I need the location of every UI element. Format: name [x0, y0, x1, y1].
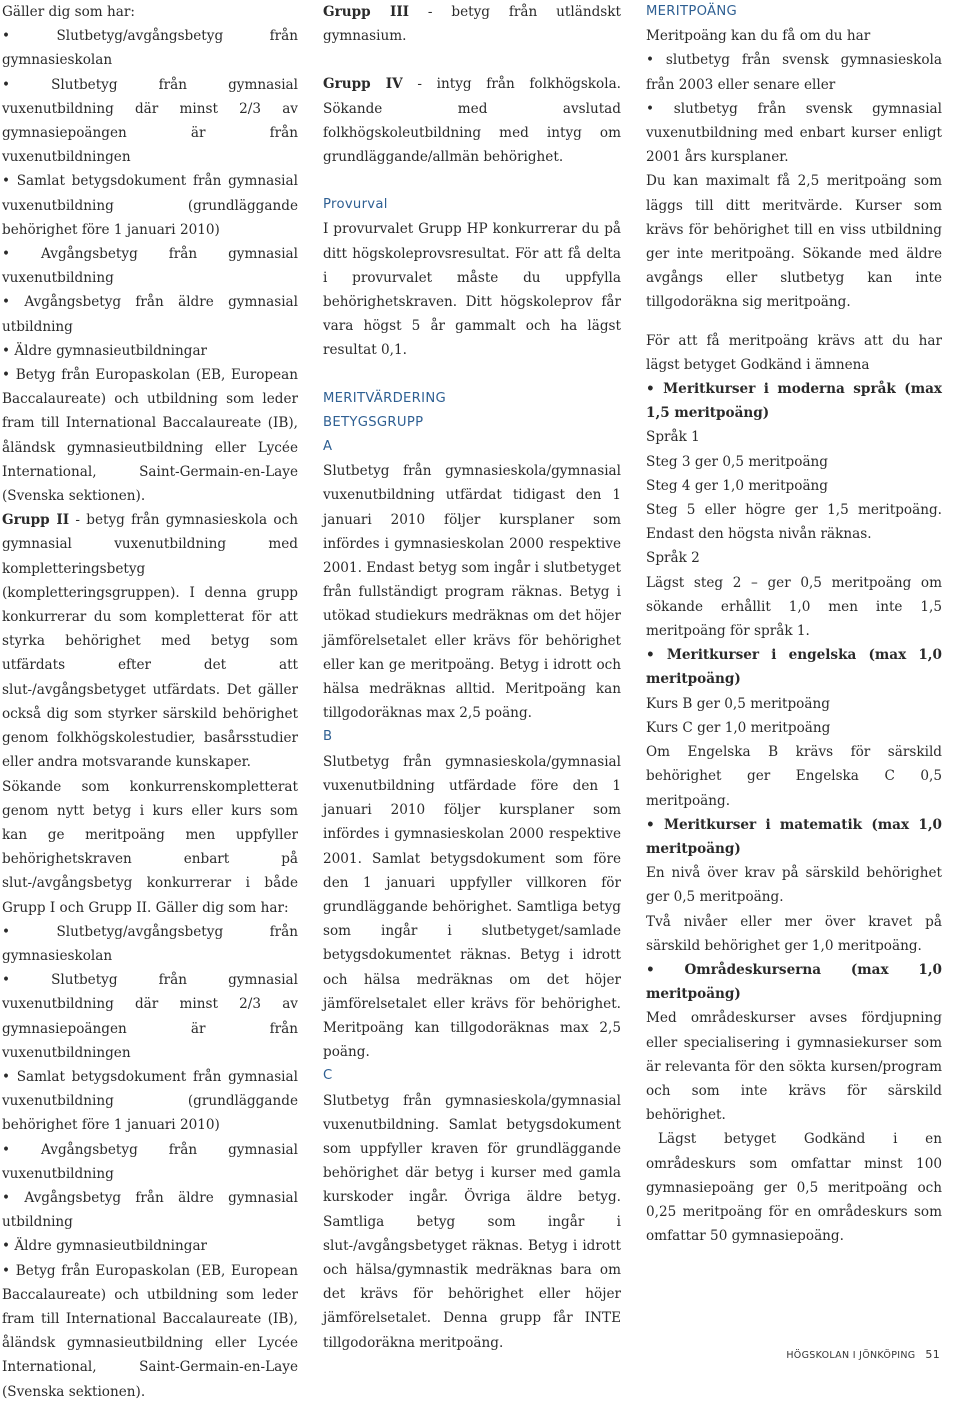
grupp-4-paragraph [323, 72, 621, 169]
group-a-text: Slutbetyg från gymnasieskola/gymnasial vuxenutbildning utfärdat tidigast den 1 januari 2010 följer kursplaner som infördes i gymnasieskolan 2000 respektive 2001. Endast betyg som ingår i slutbetyget från fullständigt program räknas. Betyg i utökad studiekurs medräknas om det höjer jämförelsetalet eller krävs för behörighet eller kan ge meritpoäng. Betyg i idrott och hälsa medräknas alltid. Meritpoäng kan tillgodoräknas max 2,5 poäng. [323, 463, 621, 722]
list-item: • Avgångsbetyg från äldre gymnasial utbildning [2, 1186, 298, 1234]
engelska-heading: • Meritkurser i engelska (max 1,0 meritpoäng) [646, 643, 942, 691]
column-3 [646, 0, 942, 1248]
sokande-paragraph: Sökande som konkurrenskompletterat genom nytt betyg i kurs eller kurs som kan ge meritpoäng men uppfyller behörighetskraven enbart på slut-/avgångsbetyg konkurrerar i både Grupp I och Grupp II. Gäller dig som har: [2, 778, 298, 916]
sprak-2-label: Språk 2 [646, 550, 700, 567]
matematik-text-2: Två nivåer eller mer över kravet på särskild behörighet ger 1,0 meritpoäng. [646, 913, 942, 954]
provurval-heading: Provurval [323, 197, 388, 213]
max-text: Du kan maximalt få 2,5 meritpoäng som läggs till ditt meritvärde. Kurser som krävs för behörighet till en viss utbildning ger inte meritpoäng. Sökande med äldre avgångs eller slutbetyg kan inte tillgodoräkna sig meritpoäng. [646, 173, 942, 311]
list-item: • Slutbetyg från gymnasial vuxenutbildning där minst 2/3 av gymnasiepoängen är från vuxenutbildningen [2, 73, 298, 170]
lagst-betyg-text: Lägst betyget Godkänd i en områdeskurs som omfattar minst 100 gymnasiepoäng ger 0,5 meritpoäng och 0,25 meritpoäng för en områdeskurs som omfattar 50 gymnasiepoäng. [646, 1131, 942, 1245]
list-item: • Avgångsbetyg från gymnasial vuxenutbildning [2, 242, 298, 290]
footer-institution: HÖGSKOLAN I JÖNKÖPING [786, 1350, 916, 1361]
grupp-3-label: Grupp III [323, 4, 410, 20]
steg-4-text: Steg 4 ger 1,0 meritpoäng [646, 477, 829, 494]
meritvardering-heading: MERITVÄRDERING [323, 390, 447, 406]
grupp-2-text: - betyg från gymnasieskola och gymnasial vuxenutbildning med kompletteringsbetyg (kompletteringsgruppen). I denna grupp konkurrerar du som kompletterat för att styrka behörighet med betyg som utfärdats efter det att slut-/avgångsbetyget utfärdats. Det gäller också dig som styrker särskild behörighet genom folkhögskolestudier, basårsstudier eller andra motsvarande kunskaper. [2, 512, 298, 771]
group-b-text: Slutbetyg från gymnasieskola/gymnasial vuxenutbildning utfärdade före den 1 januari 2010 följer kursplaner som infördes i gymnasieskolan 2000 respektive 2001. Samlat betygsdokument som före den 1 januari uppfyller villkoren för grundläggande behörighet. Samtliga betyg som ingår i slutbetyget/samlade betygsdokumentet räknas. Betyg i idrott och hälsa medräknas om det höjer jämförelsetalet eller krävs för behörighet. Meritpoäng kan tillgodoräknas max 2,5 poäng. [323, 753, 621, 1061]
list-item: • Slutbetyg från gymnasial vuxenutbildning där minst 2/3 av gymnasiepoängen är från vuxenutbildningen [2, 968, 298, 1065]
sprak-1-label: Språk 1 [646, 429, 700, 446]
grupp-3-paragraph [323, 0, 621, 48]
grupp-4-text: - intyg från folkhögskola. Sökande med avslutad folkhögskoleutbildning med intyg om grundläggande/allmän behörighet. [323, 76, 621, 166]
list-item: • Samlat betygsdokument från gymnasial vuxenutbildning (grundläggande behörighet före 1 januari 2010) [2, 1065, 298, 1138]
spacer [646, 315, 942, 329]
page-number: 51 [925, 1348, 940, 1361]
godkand-text: För att få meritpoäng krävs att du har lägst betyget Godkänd i ämnena [646, 332, 942, 373]
group-b-label: B [323, 729, 333, 745]
grupp-2-paragraph [2, 508, 298, 774]
grupp-3-text: - betyg från utländskt gymnasium. [323, 4, 621, 45]
list-item: • Äldre gymnasieutbildningar [2, 1234, 298, 1258]
list-item: • Äldre gymnasieutbildningar [2, 339, 298, 363]
matematik-text-1: En nivå över krav på särskild behörighet ger 0,5 meritpoäng. [646, 865, 942, 906]
list-item: • Avgångsbetyg från gymnasial vuxenutbildning [2, 1138, 298, 1186]
group-a-label: A [323, 439, 333, 455]
list-item: • Avgångsbetyg från äldre gymnasial utbildning [2, 290, 298, 338]
spacer [323, 169, 621, 193]
group-c-text: Slutbetyg från gymnasieskola/gymnasial vuxenutbildning. Samlat betygsdokument som uppfyller kraven för grundläggande behörighet där betyg i kurser med gamla kurskoder ingår. Övriga äldre betyg. Samtliga betyg som ingår i slut-/avgångsbetyget räknas. Betyg i idrott och hälsa/gymnastik medräknas bara om det krävs för behörighet eller höjer jämförelsetalet. Denna grupp får INTE tillgodoräkna meritpoäng. [323, 1092, 621, 1351]
meritpoang-heading: MERITPOÄNG [646, 4, 738, 19]
group-c-label: C [323, 1068, 333, 1084]
spacer [323, 48, 621, 72]
list-item: • Samlat betygsdokument från gymnasial vuxenutbildning (grundläggande behörighet före 1 januari 2010) [2, 169, 298, 242]
list-item: • slutbetyg från svensk gymnasieskola från 2003 eller senare eller [646, 48, 942, 96]
kurs-c-text: Kurs C ger 1,0 meritpoäng [646, 719, 831, 736]
betygsgrupp-heading: BETYGSGRUPP [323, 414, 424, 430]
list-item: • Slutbetyg/avgångsbetyg från gymnasieskolan [2, 24, 298, 72]
grupp-4-label: Grupp IV [323, 76, 403, 93]
column-2 [323, 0, 621, 1355]
steg-3-text: Steg 3 ger 0,5 meritpoäng [646, 453, 829, 470]
grupp-2-label: Grupp II [2, 512, 70, 529]
column-1 [2, 0, 298, 1404]
list-item: • Betyg från Europaskolan (EB, European Baccalaureate) och utbildning som leder fram till International Baccalaureate (IB), åländsk gymnasieutbildning eller Lycée International, Saint-Germain-en-Laye (Svenska sektionen). [2, 1259, 298, 1404]
page-footer [786, 1348, 940, 1361]
omradeskurser-text: Med områdeskurser avses fördjupning eller specialisering i gymnasiekurser som är relevanta för den sökta kursen/program och som inte krävs för särskild behörighet. [646, 1010, 942, 1124]
meritpoang-intro: Meritpoäng kan du få om du har [646, 28, 871, 45]
steg-5-text: Steg 5 eller högre ger 1,5 meritpoäng. Endast den högsta nivån räknas. [646, 502, 942, 543]
list-item: • Betyg från Europaskolan (EB, European Baccalaureate) och utbildning som leder fram till International Baccalaureate (IB), åländsk gymnasieutbildning eller Lycée International, Saint-Germain-en-Laye (Svenska sektionen). [2, 363, 298, 508]
moderna-sprak-heading: • Meritkurser i moderna språk (max 1,5 meritpoäng) [646, 377, 942, 425]
list-item: • Slutbetyg/avgångsbetyg från gymnasieskolan [2, 920, 298, 968]
intro-text: Gäller dig som har: [2, 4, 135, 20]
list-item: • slutbetyg från svensk gymnasial vuxenutbildning med enbart kurser enligt 2001 års kursplaner. [646, 97, 942, 170]
sprak-2-text: Lägst steg 2 – ger 0,5 meritpoäng om sökande erhållit 1,0 men inte 1,5 meritpoäng för språk 1. [646, 574, 942, 640]
matematik-heading: • Meritkurser i matematik (max 1,0 meritpoäng) [646, 813, 942, 861]
spacer [323, 363, 621, 387]
engelska-text: Om Engelska B krävs för särskild behörighet ger Engelska C 0,5 meritpoäng. [646, 744, 942, 809]
kurs-b-text: Kurs B ger 0,5 meritpoäng [646, 695, 830, 712]
omradeskurser-heading: • Områdeskurserna (max 1,0 meritpoäng) [646, 958, 942, 1006]
provurval-text: I provurvalet Grupp HP konkurrerar du på ditt högskoleprovsresultat. För att få delta i provurvalet måste du uppfylla behörighetskraven. Ditt högskoleprov får vara högst 5 år gammalt och ha lägst resultat 0,1. [323, 221, 621, 359]
